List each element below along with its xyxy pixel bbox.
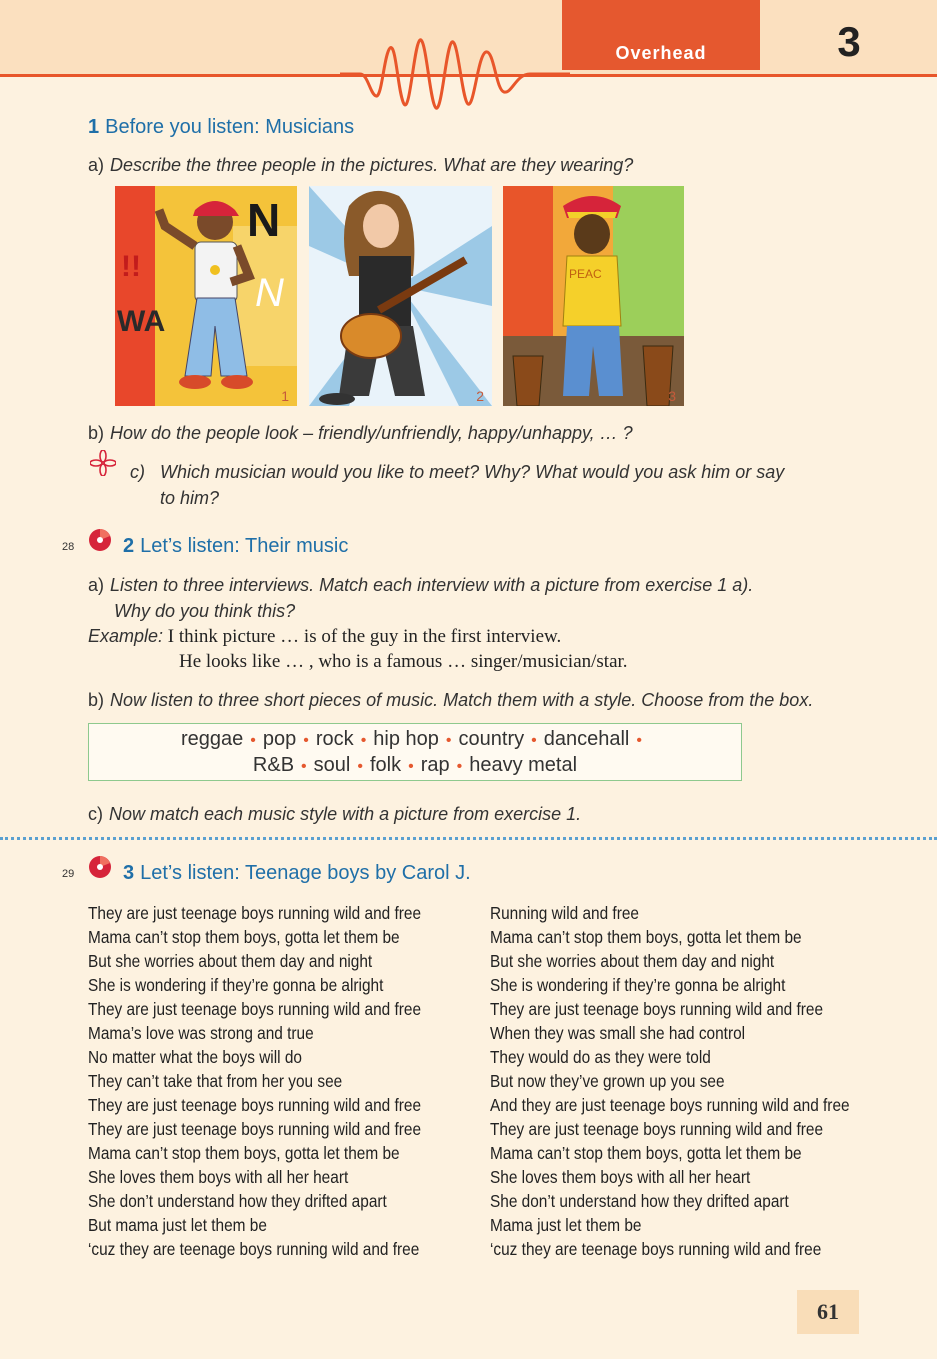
page-number: 61 [797,1290,859,1334]
exercise-2-title: Let’s listen: Their music [140,535,349,557]
exercise-2c-text: Now match each music style with a picture from exercise 1. [109,804,582,824]
flower-icon [90,450,116,476]
style-word: pop [262,728,297,750]
lyric-line: They are just teenage boys running wild and free [88,903,422,923]
lyric-line: She is wondering if they’re gonna be alright [490,975,786,995]
style-word: soul [313,754,351,776]
style-word: rock [315,728,354,750]
styles-row-2: R&B • soul • folk • rap • heavy metal [252,754,578,776]
track-29: 29 [62,868,75,880]
exercise-1a-text: Describe the three people in the pictures. What are they wearing? [110,155,634,175]
exercise-2a-text-line1: Listen to three interviews. Match each interview with a picture from exercise 1 a). [110,575,754,595]
section-divider [0,837,937,840]
lyric-line: Mama can’t stop them boys, gotta let them be [490,1143,802,1163]
cd-icon[interactable] [88,855,112,879]
lyric-line: Mama just let them be [490,1215,642,1235]
picture-rapper [115,186,297,406]
lyric-line: She don’t understand how they drifted apart [88,1191,387,1211]
lyric-line: They are just teenage boys running wild and free [490,1119,824,1139]
exercise-2b-label: b) [88,690,105,710]
lyric-line: Running wild and free [490,903,639,923]
exercise-2c [88,801,581,827]
exercise-2a-text-line2: Why do you think this? [114,601,296,621]
lyric-line: But now they’ve grown up you see [490,1071,725,1091]
lyrics-right-column [490,901,850,1261]
exercise-1a [88,152,633,178]
lyrics-left-column [88,901,421,1261]
style-word: rap [420,754,450,776]
exercise-1-title: Before you listen: Musicians [105,116,355,138]
sign-text-exclaim: !! [121,250,141,283]
picture-1-number: 1 [281,388,289,404]
lyric-line: And they are just teenage boys running wild and free [490,1095,850,1115]
guitarist-illustration [309,186,492,406]
overhead-label: Overhead [615,43,707,63]
header-rule [0,74,937,77]
cd-icon[interactable] [88,528,112,552]
lyric-line: They would do as they were told [490,1047,711,1067]
lyric-line: They are just teenage boys running wild and free [490,999,824,1019]
track-28: 28 [62,541,75,553]
reggae-singer-illustration [503,186,684,406]
picture-2-number: 2 [476,388,484,404]
exercise-1b-label: b) [88,423,105,443]
lyric-line: Mama can’t stop them boys, gotta let them be [88,1143,400,1163]
example-line1 [88,623,561,650]
example-label: Example: [88,626,164,646]
exercise-1c-text-line1: Which musician would you like to meet? Why? What would you ask him or say [160,462,785,482]
lyric-line: Mama can’t stop them boys, gotta let them be [88,927,400,947]
music-styles-box [88,723,742,781]
exercise-3-number: 3 [123,862,135,884]
example-text-1: I think picture … is of the guy in the first interview. [167,626,562,647]
exercise-2b [88,687,813,713]
lyric-line: Mama can’t stop them boys, gotta let them be [490,927,802,947]
lyric-line: They are just teenage boys running wild and free [88,999,422,1019]
lyric-line: They are just teenage boys running wild and free [88,1119,422,1139]
exercise-2a [88,572,753,598]
style-word: R&B [252,754,295,776]
lyric-line: They can’t take that from her you see [88,1071,343,1091]
example-text-2: He looks like … , who is a famous … singer/musician/star. [179,651,628,672]
lyric-line: But she worries about them day and night [490,951,775,971]
exercise-2a-label: a) [88,575,105,595]
exercise-1a-label: a) [88,155,105,175]
unit-number: 3 [837,18,861,65]
exercise-2-heading [123,535,348,558]
exercise-3-title: Let’s listen: Teenage boys by Carol J. [140,862,471,884]
lyric-line: ‘cuz they are teenage boys running wild and free [88,1239,420,1259]
picture-guitarist [309,186,492,406]
overhead-tab [562,0,760,70]
style-word: heavy metal [469,754,578,776]
exercise-2-number: 2 [123,535,135,557]
lyric-line: No matter what the boys will do [88,1047,302,1067]
lyric-line: They are just teenage boys running wild and free [88,1095,422,1115]
lyric-line: She loves them boys with all her heart [88,1167,349,1187]
exercise-1-number: 1 [88,116,100,138]
style-word: dancehall [543,728,630,750]
exercise-3-heading [123,862,471,885]
style-word: country [458,728,525,750]
lyric-line: But mama just let them be [88,1215,267,1235]
exercise-1b-text: How do the people look – friendly/unfriendly, happy/unhappy, … ? [110,423,633,443]
exercise-1b [88,420,633,446]
lyric-line: But she worries about them day and night [88,951,373,971]
exercise-1c-text-line2: to him? [160,488,220,508]
lyric-line: ‘cuz they are teenage boys running wild and free [490,1239,822,1259]
lyric-line: Mama’s love was strong and true [88,1023,314,1043]
sign-text-n: N [247,194,281,246]
lyric-line: She don’t understand how they drifted apart [490,1191,789,1211]
rapper-illustration [115,186,297,406]
lyric-line: When they was small she had control [490,1023,746,1043]
exercise-2c-label: c) [88,804,103,824]
lyric-line: She loves them boys with all her heart [490,1167,751,1187]
picture-reggae-singer [503,186,684,406]
picture-3-number: 3 [668,388,676,404]
style-word: hip hop [373,728,439,750]
style-word: folk [369,754,402,776]
sign-text-way: WA [117,305,166,338]
sign-text-n-outline: N [255,271,284,315]
exercise-2b-text: Now listen to three short pieces of music. Match them with a style. Choose from the box. [110,690,814,710]
shirt-text: PEAC [569,267,602,281]
style-word: reggae [181,728,244,750]
exercise-1c-label: c) [130,462,145,482]
lyric-line: She is wondering if they’re gonna be alright [88,975,384,995]
styles-row-1: reggae • pop • rock • hip hop • country • dancehall • [181,728,642,750]
exercise-1-heading [88,116,354,139]
